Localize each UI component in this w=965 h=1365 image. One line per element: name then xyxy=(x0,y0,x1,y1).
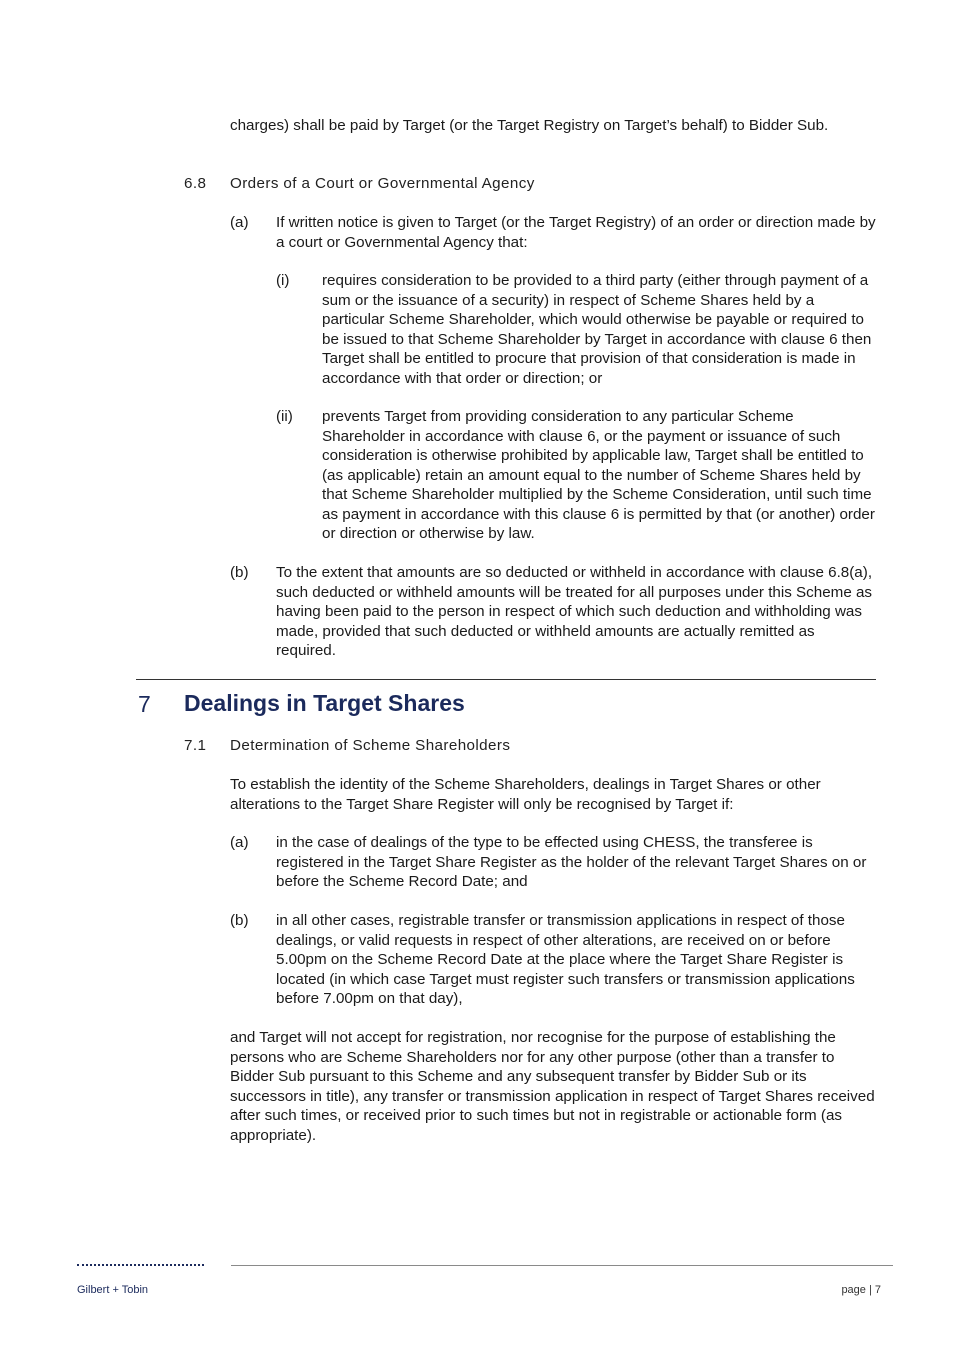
section-7-1-closing: and Target will not accept for registration, nor recognise for the purpose of establishing the persons who are Scheme Shareholders nor for any other purpose (other than a transfer to Bidder Sub pursuant to this Scheme and any subsequent transfer by Bidder Sub or its successors in title), any transfer or transmission application in respect of Target Shares received after such times, or received prior to such times but not in registrable or actionable form (as appropriate). xyxy=(230,1029,875,1144)
clause-7-1-a-text: in the case of dealings of the type to be effected using CHESS, the transferee is registered in the Target Share Register as the holder of the relevant Target Shares on or before the Scheme Record Date; and xyxy=(276,834,867,890)
clause-6-8-a-label: (a) xyxy=(230,214,249,231)
section-7-1-title: Determination of Scheme Shareholders xyxy=(230,737,511,754)
clause-6-8-a-ii-text: prevents Target from providing consideration to any particular Scheme Shareholder in accordance with clause 6, or the payment or issuance of such consideration is otherwise prohibited by applicable law, Target shall be entitled to (as applicable) retain an amount equal to the number of Scheme Shares held by that Scheme Shareholder multiplied by the Scheme Consideration, until such time as payment in accordance with this clause 6 is permitted by that (or another) order or direction or otherwise by law. xyxy=(322,408,875,542)
footer-dotted-rule xyxy=(77,1264,204,1266)
section-6-8-number: 6.8 xyxy=(184,175,207,192)
clause-6-8-a-i-text: requires consideration to be provided to a third party (either through payment of a sum or the issuance of a security) in respect of Scheme Shares held by a particular Scheme Shareholder, which would otherwise be payable or required to be issued to that Scheme Shareholder by Target in accordance with clause 6 then Target shall be entitled to procure that provision of that consideration is made in accordance with that order or direction; or xyxy=(322,272,872,387)
section-7-1-number: 7.1 xyxy=(184,737,207,754)
footer-firm-name: Gilbert + Tobin xyxy=(77,1284,149,1296)
clause-6-8-a-text: If written notice is given to Target (or the Target Registry) of an order or direction made by a court or Governmental Agency that: xyxy=(276,214,876,251)
footer-page-number: page | 7 xyxy=(841,1284,881,1296)
section-7-number: 7 xyxy=(138,691,151,717)
clause-6-8-b-text: To the extent that amounts are so deducted or withheld in accordance with clause 6.8(a), such deducted or withheld amounts will be treated for all purposes under this Scheme as having been paid to the person in respect of which such deduction and withholding was made, provided that such deducted or withheld amounts are actually remitted as required. xyxy=(276,564,873,659)
clause-6-8-a-i-label: (i) xyxy=(276,272,290,289)
section-divider xyxy=(136,679,876,680)
clause-7-1-b-label: (b) xyxy=(230,912,249,929)
clause-6-8-a-ii-label: (ii) xyxy=(276,408,293,425)
continuation-paragraph: charges) shall be paid by Target (or the Target Registry on Target’s behalf) to Bidder Sub. xyxy=(230,117,829,134)
clause-7-1-a-label: (a) xyxy=(230,834,249,851)
section-7-title: Dealings in Target Shares xyxy=(184,690,465,716)
clause-6-8-b-label: (b) xyxy=(230,564,249,581)
clause-7-1-b-text: in all other cases, registrable transfer or transmission applications in respect of those dealings, or valid requests in respect of other alterations, are received on or before 5.00pm on the Scheme Record Date at the place where the Target Share Register is located (in which case Target must register such transfers or transmission applications before 7.00pm on that day), xyxy=(276,912,855,1007)
section-6-8-title: Orders of a Court or Governmental Agency xyxy=(230,175,535,192)
footer-rule xyxy=(231,1265,893,1266)
section-7-1-intro: To establish the identity of the Scheme Shareholders, dealings in Target Shares or other alterations to the Target Share Register will only be recognised by Target if: xyxy=(230,776,821,813)
